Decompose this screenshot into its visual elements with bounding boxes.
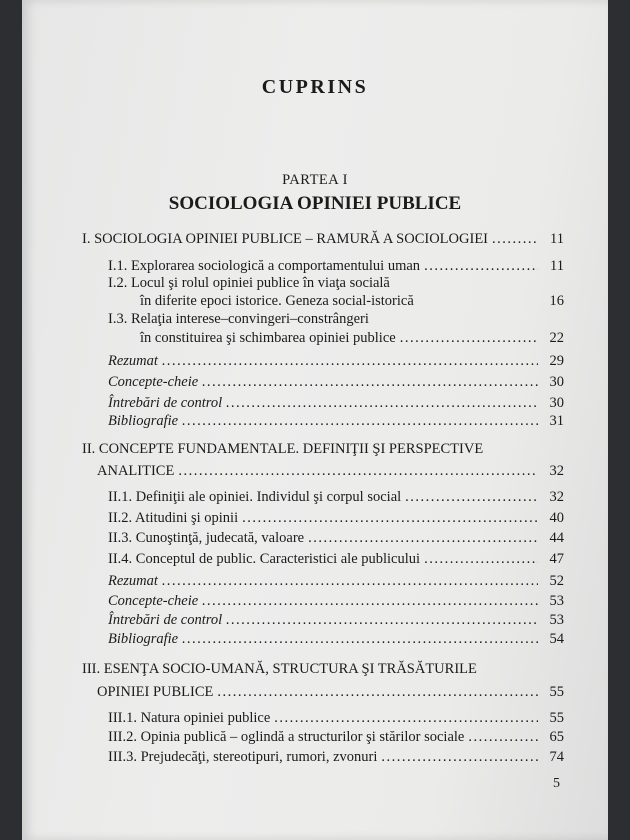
- toc-entry-page: 11: [550, 258, 564, 274]
- toc-leader-dots: [381, 748, 538, 766]
- toc-leader-dots: [405, 488, 538, 506]
- toc-leader-dots: [400, 329, 538, 347]
- toc-leader-dots: [182, 412, 538, 430]
- toc-entry-text: Rezumat: [108, 573, 158, 589]
- toc-entry-text: I.1. Explorarea sociologică a comportamentului uman: [108, 258, 421, 274]
- toc-leader-dots: [202, 592, 538, 610]
- toc-entry-page: 11: [550, 231, 564, 247]
- toc-entry-1-2-line2: [140, 292, 564, 310]
- toc-leader-dots: [226, 611, 538, 629]
- toc-entry-text: în constituirea şi schimbarea opiniei publice: [140, 330, 396, 346]
- toc-entry-1-key-concepts: [108, 373, 564, 391]
- toc-entry-page: 30: [549, 395, 564, 411]
- toc-entry-1-1: [108, 257, 564, 275]
- toc-leader-dots: [468, 728, 538, 746]
- toc-entry-text: în diferite epoci istorice. Geneza social-istorică: [140, 293, 414, 309]
- toc-entry-page: 44: [549, 530, 564, 546]
- toc-entry-1-summary: [108, 352, 564, 370]
- toc-entry-text: III.1. Natura opiniei publice: [108, 710, 271, 726]
- toc-entry-3-1: [108, 709, 564, 727]
- toc-entry-text: II.4. Conceptul de public. Caracteristici ale publicului: [108, 551, 421, 567]
- toc-entry-chapter-2-line1: II. CONCEPTE FUNDAMENTALE. DEFINIŢII ŞI PERSPECTIVE: [82, 441, 484, 457]
- toc-entry-page: 53: [549, 612, 564, 628]
- toc-entry-2-1: [108, 488, 564, 506]
- page-number: 5: [553, 776, 560, 791]
- toc-leader-dots: [242, 509, 538, 527]
- toc-entry-2-bibliography: [108, 630, 564, 648]
- toc-leader-dots: [492, 230, 538, 248]
- toc-entry-page: 47: [549, 551, 564, 567]
- toc-leader-dots: [274, 709, 538, 727]
- toc-entry-page: 29: [549, 353, 564, 369]
- toc-entry-page: 65: [549, 729, 564, 745]
- toc-leader-dots: [178, 462, 538, 480]
- toc-entry-2-summary: [108, 572, 564, 590]
- toc-entry-text: OPINIEI PUBLICE: [97, 684, 214, 700]
- toc-entry-chapter-3-line1: III. ESENŢA SOCIO-UMANĂ, STRUCTURA ŞI TRĂSĂTURILE: [82, 661, 477, 677]
- toc-entry-page: 52: [549, 573, 564, 589]
- toc-entry-1-bibliography: [108, 412, 564, 430]
- toc-entry-page: 40: [549, 510, 564, 526]
- toc-entry-2-key-concepts: [108, 592, 564, 610]
- toc-entry-text: Bibliografie: [108, 631, 179, 647]
- book-page: [22, 0, 608, 840]
- toc-leader-dots: [424, 257, 538, 275]
- toc-entry-text: Concepte-cheie: [108, 374, 199, 390]
- toc-leader-dots: [162, 352, 538, 370]
- toc-entry-chapter-2-line2: [97, 462, 564, 480]
- toc-entry-text: Întrebări de control: [108, 395, 223, 411]
- toc-entry-1-2-line1: I.2. Locul şi rolul opiniei publice în viaţa socială: [108, 275, 390, 291]
- toc-entry-text: II.3. Cunoştinţă, judecată, valoare: [108, 530, 305, 546]
- page-title: CUPRINS: [261, 76, 369, 98]
- toc-entry-text: III.3. Prejudecăţi, stereotipuri, rumori, zvonuri: [108, 749, 378, 765]
- toc-entry-3-3: [108, 748, 564, 766]
- toc-entry-chapter-3-line2: [97, 683, 564, 701]
- toc-entry-text: III.2. Opinia publică – oglindă a structurilor şi stărilor sociale: [108, 729, 465, 745]
- toc-entry-text: II.2. Atitudini şi opinii: [108, 510, 239, 526]
- toc-entry-2-3: [108, 529, 564, 547]
- toc-entry-page: 22: [549, 330, 564, 346]
- part-label: PARTEA I: [282, 172, 348, 188]
- toc-entry-3-2: [108, 728, 564, 746]
- toc-entry-text: II.1. Definiţii ale opiniei. Individul şi corpul social: [108, 489, 402, 505]
- part-title: SOCIOLOGIA OPINIEI PUBLICE: [168, 193, 462, 214]
- toc-entry-page: 55: [549, 710, 564, 726]
- toc-entry-page: 55: [549, 684, 564, 700]
- toc-leader-dots: [202, 373, 538, 391]
- toc-leader-dots: [226, 394, 538, 412]
- toc-entry-page: 53: [549, 593, 564, 609]
- toc-entry-text: Concepte-cheie: [108, 593, 199, 609]
- toc-entry-page: 74: [549, 749, 564, 765]
- toc-entry-text: Rezumat: [108, 353, 158, 369]
- toc-entry-page: 31: [549, 413, 564, 429]
- toc-entry-text: Bibliografie: [108, 413, 179, 429]
- toc-entry-2-4: [108, 550, 564, 568]
- toc-entry-text: ANALITICE: [97, 463, 175, 479]
- toc-leader-dots: [217, 683, 538, 701]
- toc-entry-page: 16: [549, 293, 564, 309]
- toc-leader-dots: [424, 550, 538, 568]
- toc-entry-2-control-questions: [108, 611, 564, 629]
- toc-entry-1-3-line2: [140, 329, 564, 347]
- toc-entry-page: 54: [549, 631, 564, 647]
- toc-entry-2-2: [108, 509, 564, 527]
- toc-entry-1-3-line1: I.3. Relaţia interese–convingeri–constrângeri: [108, 311, 369, 327]
- toc-leader-dots: [182, 630, 538, 648]
- toc-entry-text: I. SOCIOLOGIA OPINIEI PUBLICE – RAMURĂ A SOCIOLOGIEI: [82, 231, 488, 247]
- toc-entry-text: Întrebări de control: [108, 612, 223, 628]
- toc-entry-chapter-1: [82, 230, 564, 248]
- toc-entry-page: 32: [549, 463, 564, 479]
- toc-entry-1-control-questions: [108, 394, 564, 412]
- toc-entry-page: 32: [549, 489, 564, 505]
- toc-leader-dots: [162, 572, 538, 590]
- toc-leader-dots: [308, 529, 538, 547]
- toc-entry-page: 30: [549, 374, 564, 390]
